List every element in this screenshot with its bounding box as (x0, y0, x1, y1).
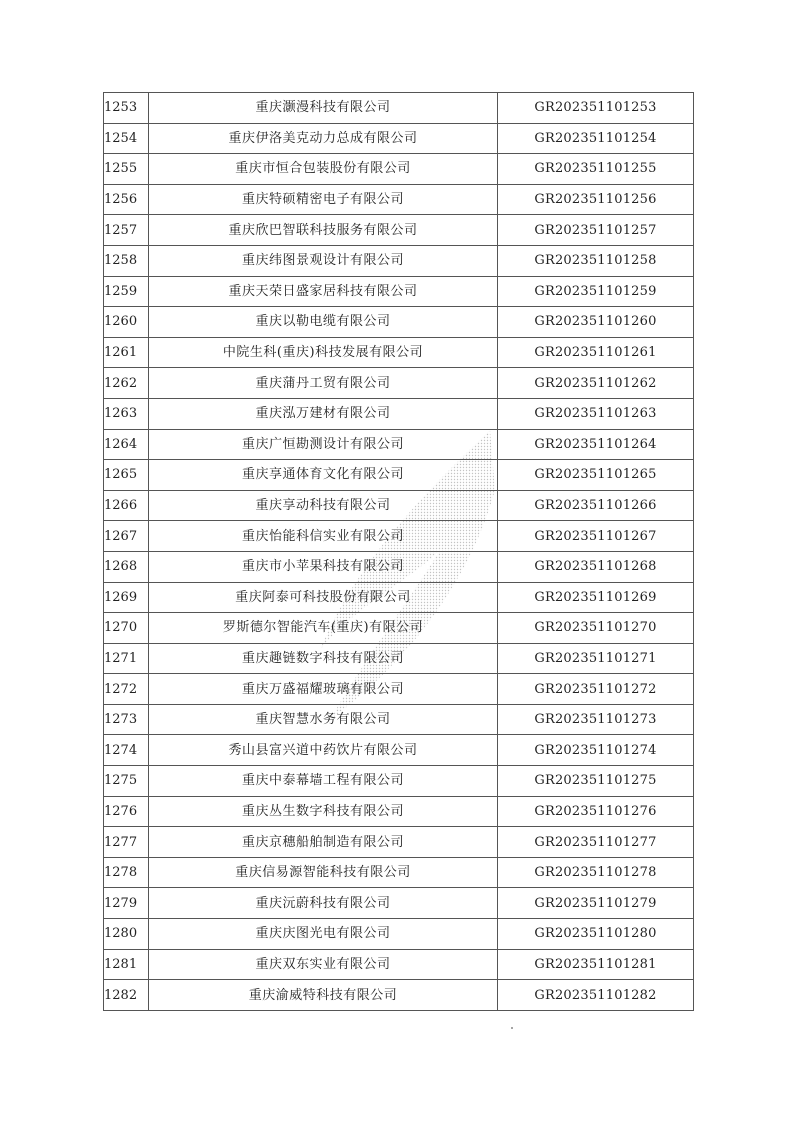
row-number: 1277 (104, 827, 149, 858)
table-row (104, 551, 694, 582)
table-row (104, 980, 694, 1011)
scan-speck (511, 1027, 513, 1029)
company-name: 重庆万盛福耀玻璃有限公司 (149, 674, 498, 705)
row-number: 1273 (104, 704, 149, 735)
table-row (104, 184, 694, 215)
row-number: 1255 (104, 154, 149, 185)
table-row (104, 215, 694, 246)
table-row (104, 490, 694, 521)
company-name: 重庆特硕精密电子有限公司 (149, 184, 498, 215)
certificate-code: GR202351101270 (498, 613, 694, 644)
row-number: 1281 (104, 949, 149, 980)
row-number: 1261 (104, 337, 149, 368)
certificate-code: GR202351101269 (498, 582, 694, 613)
row-number: 1275 (104, 766, 149, 797)
company-name: 重庆趣链数字科技有限公司 (149, 643, 498, 674)
certificate-code: GR202351101260 (498, 307, 694, 338)
certificate-code: GR202351101280 (498, 919, 694, 950)
enterprise-registry-table (103, 92, 694, 1011)
table-row (104, 919, 694, 950)
table-row (104, 613, 694, 644)
row-number: 1269 (104, 582, 149, 613)
company-name: 重庆以勒电缆有限公司 (149, 307, 498, 338)
company-name: 重庆蒲丹工贸有限公司 (149, 368, 498, 399)
certificate-code: GR202351101266 (498, 490, 694, 521)
row-number: 1282 (104, 980, 149, 1011)
company-name: 重庆中泰幕墙工程有限公司 (149, 766, 498, 797)
row-number: 1270 (104, 613, 149, 644)
table-row (104, 245, 694, 276)
row-number: 1260 (104, 307, 149, 338)
row-number: 1268 (104, 551, 149, 582)
table-row (104, 888, 694, 919)
row-number: 1262 (104, 368, 149, 399)
company-name: 罗斯德尔智能汽车(重庆)有限公司 (149, 613, 498, 644)
table-row (104, 857, 694, 888)
row-number: 1266 (104, 490, 149, 521)
table-row (104, 766, 694, 797)
certificate-code: GR202351101256 (498, 184, 694, 215)
table-row (104, 827, 694, 858)
company-name: 重庆纬图景观设计有限公司 (149, 245, 498, 276)
table-row (104, 674, 694, 705)
certificate-code: GR202351101279 (498, 888, 694, 919)
certificate-code: GR202351101271 (498, 643, 694, 674)
row-number: 1256 (104, 184, 149, 215)
company-name: 重庆渝威特科技有限公司 (149, 980, 498, 1011)
table-row (104, 93, 694, 124)
table-row (104, 460, 694, 491)
certificate-code: GR202351101255 (498, 154, 694, 185)
row-number: 1263 (104, 398, 149, 429)
certificate-code: GR202351101273 (498, 704, 694, 735)
row-number: 1254 (104, 123, 149, 154)
table-row (104, 796, 694, 827)
certificate-code: GR202351101257 (498, 215, 694, 246)
row-number: 1278 (104, 857, 149, 888)
company-name: 重庆享动科技有限公司 (149, 490, 498, 521)
row-number: 1267 (104, 521, 149, 552)
table-row (104, 123, 694, 154)
company-name: 重庆天荣日盛家居科技有限公司 (149, 276, 498, 307)
company-name: 中院生科(重庆)科技发展有限公司 (149, 337, 498, 368)
certificate-code: GR202351101276 (498, 796, 694, 827)
company-name: 重庆智慧水务有限公司 (149, 704, 498, 735)
row-number: 1280 (104, 919, 149, 950)
certificate-code: GR202351101254 (498, 123, 694, 154)
certificate-code: GR202351101265 (498, 460, 694, 491)
row-number: 1265 (104, 460, 149, 491)
company-name: 重庆信易源智能科技有限公司 (149, 857, 498, 888)
company-name: 秀山县富兴道中药饮片有限公司 (149, 735, 498, 766)
table-row (104, 276, 694, 307)
certificate-code: GR202351101282 (498, 980, 694, 1011)
company-name: 重庆丛生数字科技有限公司 (149, 796, 498, 827)
certificate-code: GR202351101264 (498, 429, 694, 460)
row-number: 1276 (104, 796, 149, 827)
company-name: 重庆阿泰可科技股份有限公司 (149, 582, 498, 613)
table-row (104, 368, 694, 399)
row-number: 1253 (104, 93, 149, 124)
table-row (104, 643, 694, 674)
company-name: 重庆伊洛美克动力总成有限公司 (149, 123, 498, 154)
row-number: 1257 (104, 215, 149, 246)
certificate-code: GR202351101267 (498, 521, 694, 552)
table-row (104, 154, 694, 185)
certificate-code: GR202351101258 (498, 245, 694, 276)
company-name: 重庆沅蔚科技有限公司 (149, 888, 498, 919)
certificate-code: GR202351101263 (498, 398, 694, 429)
row-number: 1259 (104, 276, 149, 307)
certificate-code: GR202351101262 (498, 368, 694, 399)
company-name: 重庆怡能科信实业有限公司 (149, 521, 498, 552)
certificate-code: GR202351101253 (498, 93, 694, 124)
certificate-code: GR202351101259 (498, 276, 694, 307)
table-row (104, 307, 694, 338)
row-number: 1272 (104, 674, 149, 705)
certificate-code: GR202351101281 (498, 949, 694, 980)
company-name: 重庆广恒勘测设计有限公司 (149, 429, 498, 460)
table-row (104, 398, 694, 429)
row-number: 1274 (104, 735, 149, 766)
certificate-code: GR202351101274 (498, 735, 694, 766)
table-row (104, 949, 694, 980)
table-row (104, 735, 694, 766)
company-name: 重庆灏漫科技有限公司 (149, 93, 498, 124)
row-number: 1264 (104, 429, 149, 460)
row-number: 1279 (104, 888, 149, 919)
company-name: 重庆享通体育文化有限公司 (149, 460, 498, 491)
table-row (104, 337, 694, 368)
certificate-code: GR202351101275 (498, 766, 694, 797)
company-name: 重庆泓万建材有限公司 (149, 398, 498, 429)
table-row (104, 521, 694, 552)
company-name: 重庆市小苹果科技有限公司 (149, 551, 498, 582)
certificate-code: GR202351101272 (498, 674, 694, 705)
table-row (104, 429, 694, 460)
company-name: 重庆市恒合包装股份有限公司 (149, 154, 498, 185)
certificate-code: GR202351101261 (498, 337, 694, 368)
row-number: 1271 (104, 643, 149, 674)
company-name: 重庆庆图光电有限公司 (149, 919, 498, 950)
company-name: 重庆欣巴智联科技服务有限公司 (149, 215, 498, 246)
company-name: 重庆京穗船舶制造有限公司 (149, 827, 498, 858)
certificate-code: GR202351101278 (498, 857, 694, 888)
company-name: 重庆双东实业有限公司 (149, 949, 498, 980)
table-row (104, 704, 694, 735)
row-number: 1258 (104, 245, 149, 276)
certificate-code: GR202351101268 (498, 551, 694, 582)
table-row (104, 582, 694, 613)
certificate-code: GR202351101277 (498, 827, 694, 858)
